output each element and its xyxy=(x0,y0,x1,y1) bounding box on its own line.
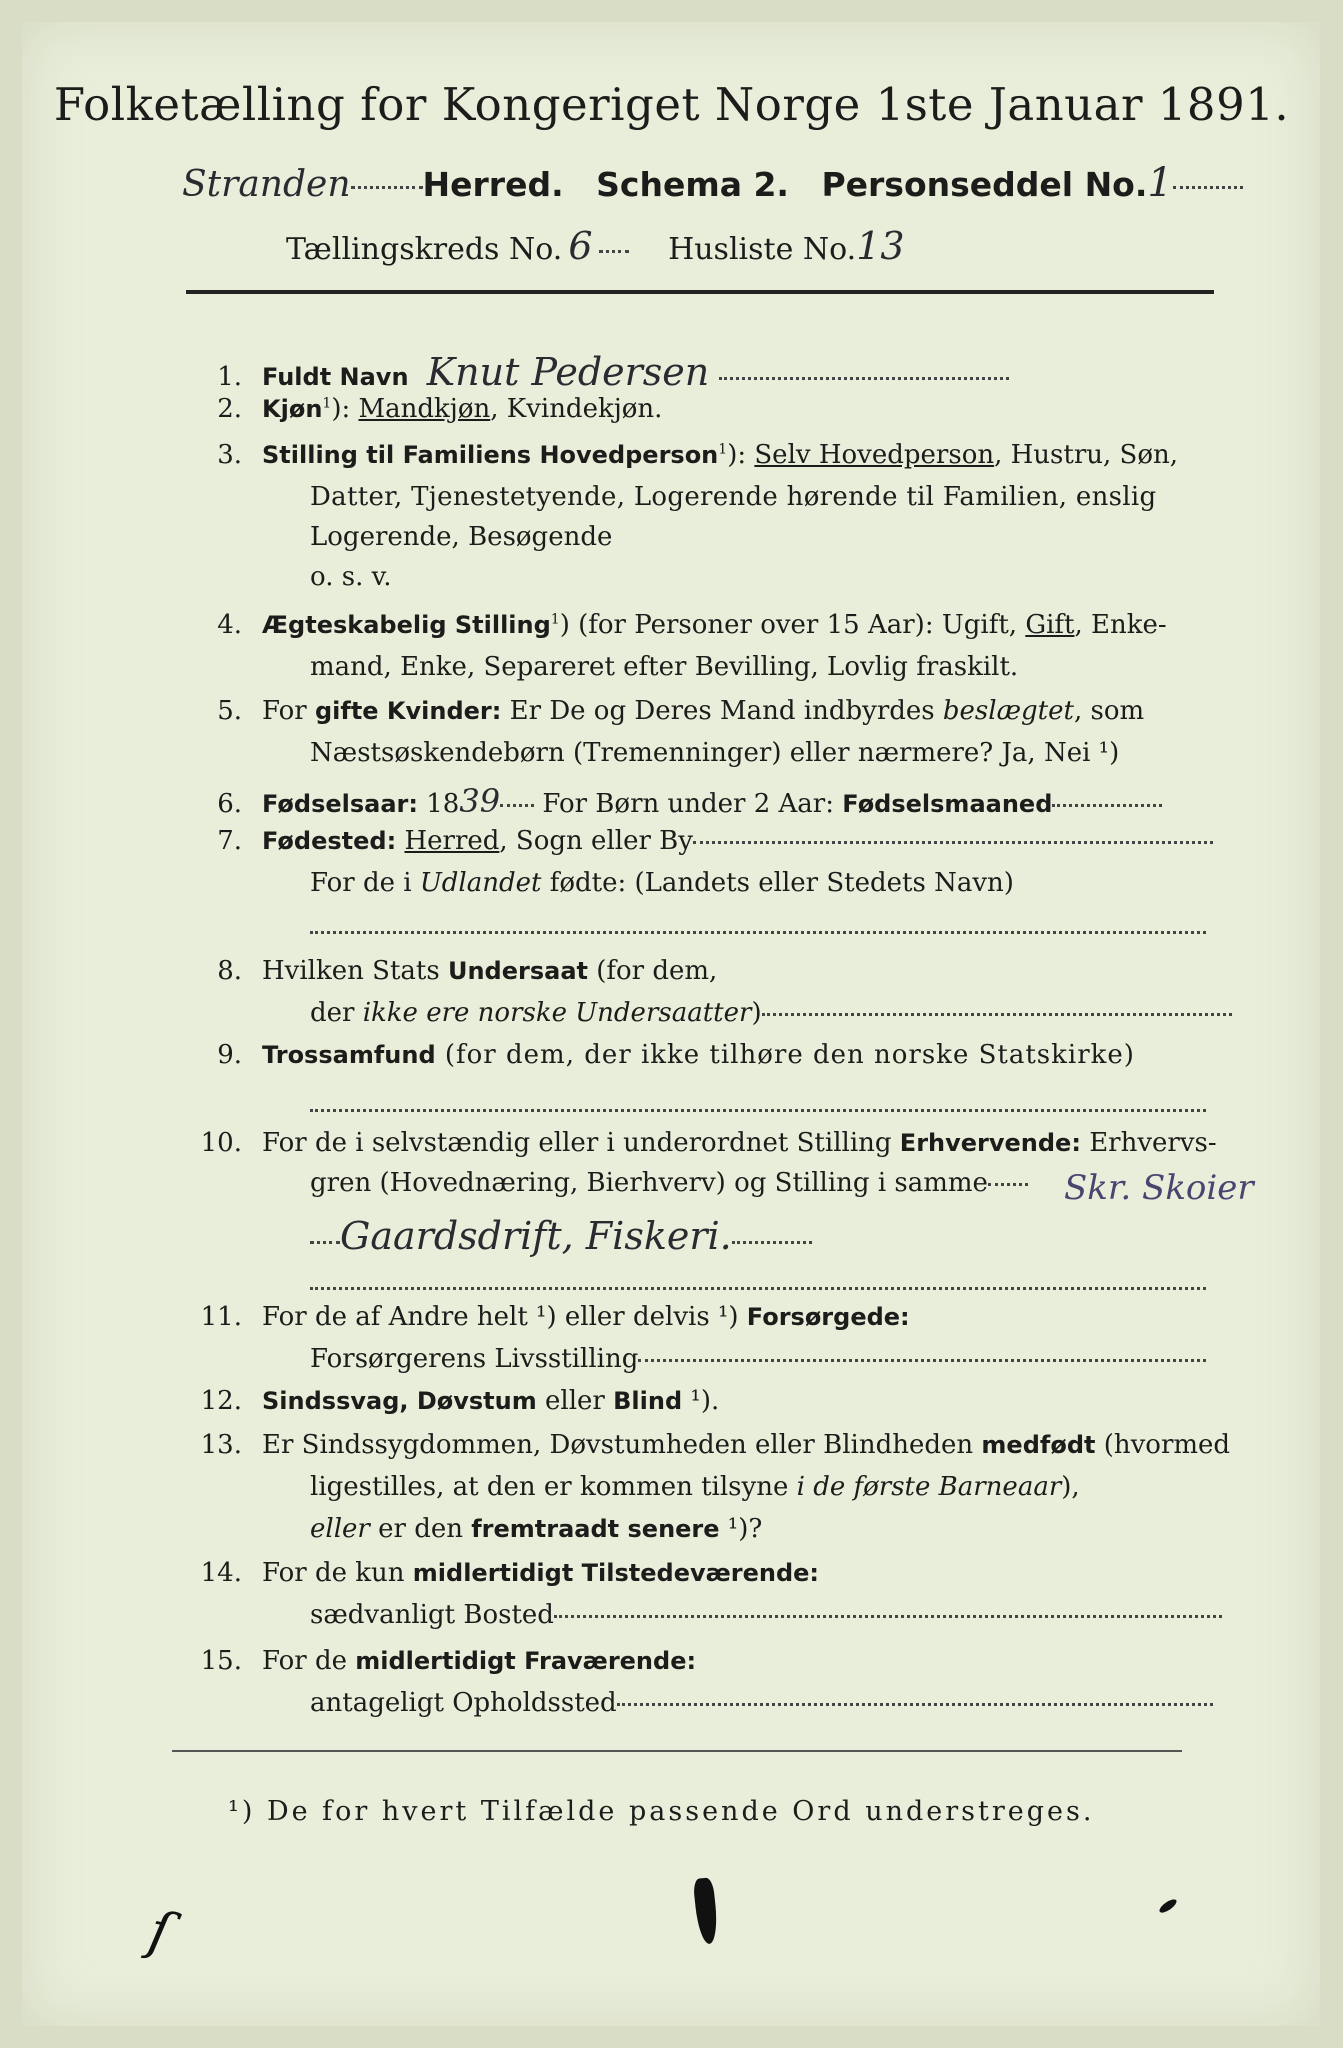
q8-undersaat: 8. Hvilken Stats Undersaat (for dem, xyxy=(217,956,718,986)
schema-label: Schema 2. xyxy=(596,165,789,204)
taellingskreds-value: 6 xyxy=(568,224,593,268)
q1-label: Fuldt Navn xyxy=(262,363,409,391)
q7-answer-line xyxy=(310,916,1206,946)
q5-gifte-kvinder: 5. For gifte Kvinder: Er De og Deres Mand indbyrdes beslægtet, som xyxy=(217,696,1145,726)
q3-line4: o. s. v. xyxy=(310,562,392,592)
q13-line3: eller er den fremtraadt senere ¹)? xyxy=(310,1514,763,1544)
q2-selected-option: Mandkjøn xyxy=(358,394,491,424)
q3-line3: Logerende, Besøgende xyxy=(310,522,613,552)
q10-value-row xyxy=(310,1214,812,1258)
form-title: Folketælling for Kongeriget Norge 1ste Januar 1891. xyxy=(53,78,1290,131)
q10-answer-line xyxy=(310,1272,1206,1302)
herred-label: Herred. xyxy=(422,165,564,204)
q15-fravaerende: 15. For de midlertidigt Fraværende: xyxy=(200,1646,697,1676)
herred-value: Stranden xyxy=(182,164,351,205)
q13-line2: ligestilles, at den er kommen tilsyne i de første Barneaar), xyxy=(310,1472,1080,1502)
q10-value1: Gaardsdrift, Fiskeri. xyxy=(340,1214,732,1258)
q7-fodested: 7. Fødested: Herred, Sogn eller By xyxy=(180,826,1213,856)
q12-sindssvag: 12. Sindssvag, Døvstum eller Blind ¹). xyxy=(200,1386,720,1416)
q4-line2: mand, Enke, Separeret efter Bevilling, Lovlig fraskilt. xyxy=(310,652,1019,682)
header-divider xyxy=(186,290,1214,294)
q10-erhvervende: 10. For de i selvstændig eller i underordnet Stilling Erhvervende: Erhvervs- xyxy=(200,1128,1217,1158)
pen-mark-left: ſ xyxy=(143,1898,177,1965)
q2-kjon: 2. Kjøn$^1$): Mandkjøn, Kvindekjøn. xyxy=(217,394,663,424)
q6-value: 39 xyxy=(459,782,501,820)
q9-answer-line xyxy=(310,1094,1206,1124)
q4-aegteskabelig: 4. Ægteskabelig Stilling$^1$) (for Personer over 15 Aar): Ugift, Gift, Enke- xyxy=(217,610,1167,640)
q11-line2: Forsørgerens Livsstilling xyxy=(310,1344,1206,1374)
q3-line2: Datter, Tjenestetyende, Logerende hørende til Familien, enslig xyxy=(310,482,1157,512)
q9-trossamfund: 9. Trossamfund (for dem, der ikke tilhøre den norske Statskirke) xyxy=(217,1040,1135,1070)
q3-stilling: 3. Stilling til Familiens Hovedperson$^1$): Selv Hovedperson, Hustru, Søn, xyxy=(217,440,1179,470)
husliste-value: 13 xyxy=(856,224,905,268)
husliste-label: Husliste No. xyxy=(668,232,857,267)
q10-line2: gren (Hovednæring, Bierhverv) og Stilling i samme xyxy=(310,1168,1028,1198)
footnote-divider xyxy=(172,1750,1182,1752)
q15-line2: antageligt Opholdssted xyxy=(310,1688,1213,1718)
q11-forsorgede: 11. For de af Andre helt ¹) eller delvis ¹) Forsørgede: xyxy=(200,1302,910,1332)
q14-tilstedevaerende: 14. For de kun midlertidigt Tilstedeværende: xyxy=(200,1558,820,1588)
q3-selected-option: Selv Hovedperson xyxy=(754,440,995,470)
q8-line2: der ikke ere norske Undersaatter) xyxy=(310,998,1232,1028)
taellingskreds-label: Tællingskreds No. xyxy=(286,232,563,267)
q7-selected-option: Herred xyxy=(404,826,500,856)
q4-selected-option: Gift xyxy=(1025,610,1075,640)
q1-fuldt-navn: 1. Fuldt Navn Knut Pedersen xyxy=(180,350,1009,394)
header-taellingskreds-row xyxy=(286,224,905,268)
footnote: ¹) De for hvert Tilfælde passende Ord understreges. xyxy=(228,1796,1095,1827)
q13-medfodt: 13. Er Sindssygdommen, Døvstumheden eller Blindheden medfødt (hvormed xyxy=(200,1430,1231,1460)
q14-line2: sædvanligt Bosted xyxy=(310,1600,1222,1630)
q5-line2: Næstsøskendebørn (Tremenninger) eller nærmere? Ja, Nei ¹) xyxy=(310,738,1120,768)
q10-value2: Skr. Skoier xyxy=(1064,1168,1254,1208)
header-herred-row xyxy=(182,160,1243,206)
q6-fodselsaar: 6. Fødselsaar: 1839 For Børn under 2 Aar: Fødselsmaaned xyxy=(180,782,1162,820)
personseddel-value: 1 xyxy=(1147,160,1173,206)
personseddel-label: Personseddel No. xyxy=(821,165,1148,204)
q1-value: Knut Pedersen xyxy=(426,350,710,394)
q7-line2: For de i Udlandet fødte: (Landets eller Stedets Navn) xyxy=(310,868,1014,898)
